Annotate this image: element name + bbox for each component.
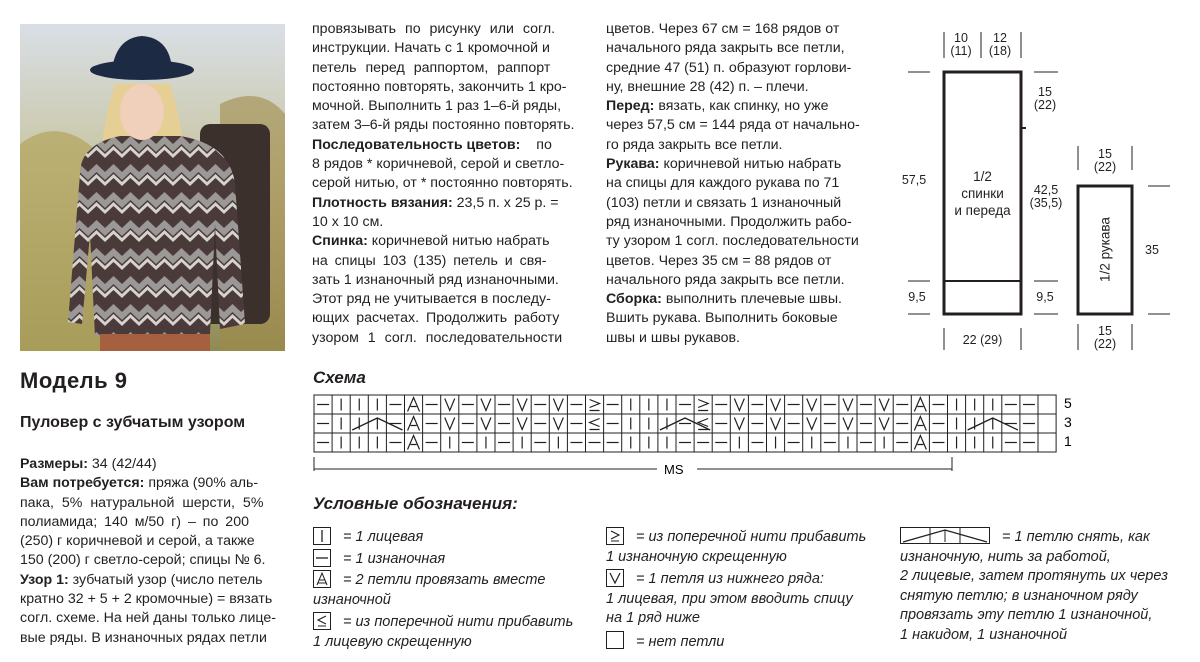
sizes-value: 34 (42/44) (91, 456, 157, 472)
text-line: зать 1 изнаночный ряд изнаночными. (312, 271, 559, 288)
text-line: на спицы для каждого рукава по 71 (606, 175, 840, 192)
text-line: 8 рядов * коричневой, серой и светло- (312, 156, 565, 173)
text-line: петель перед раппортом, раппорт (312, 59, 551, 76)
text-line: пака, 5% натуральной шерсти, 5% (20, 494, 264, 511)
text-line: цветов. Через 35 см = 88 рядов от (606, 252, 832, 269)
text-line: го ряда закрыть все петли. (606, 136, 783, 153)
text-line: средние 47 (51) п. образуют горлови- (606, 59, 852, 76)
knit-below-stitch (517, 418, 527, 430)
text-line: ну, внешние 28 (42) п. – плечи. (606, 78, 809, 95)
dim-value: 10 (954, 31, 968, 45)
sleeve-label: 1/2 рукава (1097, 217, 1113, 282)
dim-value: (18) (988, 44, 1012, 58)
p2tog-stitch (408, 417, 420, 431)
knit-below-stitch (879, 399, 889, 411)
legend-nostitch (606, 631, 724, 653)
text-line: на спицы 103 (135) петель и свя- (312, 252, 547, 269)
legend-kbelow (606, 569, 886, 629)
legend-text: = из поперечной нити прибавить (343, 614, 574, 630)
text-line: инструкции. Начать с 1 кромочной и (312, 40, 550, 57)
row-number: 1 (1064, 433, 1072, 449)
text-line: пряжа (90% аль- (148, 475, 259, 492)
legend-text: снятую петлю; в изнаночном ряду (900, 587, 1138, 604)
instructions-column-1 (20, 455, 285, 648)
dim-value: (35,5) (1029, 196, 1063, 210)
legend-text: = 1 изнаночная (343, 551, 446, 567)
text-line: начального ряда закрыть все петли, (606, 40, 845, 57)
text-line: ту узором 1 согл. последовательности (606, 233, 859, 250)
dim-value: 15 (1038, 85, 1052, 99)
legend-cdd (900, 527, 1190, 645)
legend-m1k (313, 612, 583, 652)
legend-text: изнаночную, нить за работой, (900, 548, 1111, 565)
model-title: Модель 9 (20, 368, 128, 393)
knit-below-stitch (807, 418, 817, 430)
knit-below-stitch (879, 418, 889, 430)
legend-text: провязать эту петлю 1 изнаночной, (900, 607, 1153, 623)
text-line: серой нитью, от * постоянно повторять. (312, 175, 573, 192)
knit-below-stitch (445, 418, 455, 430)
text-line: через 57,5 см = 144 ряда от начально- (606, 117, 860, 134)
legend-purl (313, 549, 445, 570)
legend-text: = 2 петли провязать вместе (343, 572, 546, 588)
dim-value: (22) (1093, 337, 1117, 351)
legend-text: 1 изнаночную скрещенную (606, 548, 787, 565)
text-line: (250) г коричневой и серой, а также (20, 533, 255, 550)
increase-purl-stitch (590, 400, 600, 411)
knit-below-stitch (843, 399, 853, 411)
legend-text: 1 накидом, 1 изнаночной (900, 626, 1068, 643)
dim-shoulder-width (987, 32, 1013, 58)
knitting-chart (312, 393, 1072, 477)
instructions-column-3 (606, 20, 874, 348)
knit-below-stitch (553, 418, 563, 430)
model-photo (20, 24, 285, 351)
instructions-column-2 (312, 20, 580, 348)
row-number: 3 (1064, 414, 1072, 430)
row-number: 5 (1064, 395, 1072, 411)
text-line: 23,5 п. х 25 р. = (456, 194, 559, 211)
p2tog-stitch (914, 398, 926, 412)
knit-below-stitch (481, 418, 491, 430)
dim-value: (22) (1033, 98, 1057, 112)
dim-sleeve-height: 35 (1145, 243, 1159, 257)
dim-armhole (1030, 86, 1060, 112)
text-line: ющих расчетах. Продолжить работу (312, 310, 560, 327)
knit-below-stitch (734, 399, 744, 411)
text-line: ряд изнаночными. Продолжить рабо- (606, 213, 852, 230)
body-label-line: спинки (961, 186, 1004, 201)
text-line: Вшить рукава. Выполнить боковые (606, 310, 838, 327)
legend-text: = из поперечной нити прибавить (636, 529, 867, 545)
legend-text: на 1 ряд ниже (606, 610, 700, 626)
knit-below-stitch (517, 399, 527, 411)
knit-symbol-icon (313, 527, 331, 545)
dim-value: 15 (1098, 324, 1112, 338)
knit-below-stitch (553, 399, 563, 411)
text-line: постоянно повторять, закончить 1 кро- (312, 78, 567, 95)
yarn-label: Вам потребуется: (20, 475, 145, 492)
body-label-line: 1/2 (973, 169, 992, 184)
dim-value: (11) (950, 44, 972, 58)
text-line: вязать, как спинку, но уже (658, 98, 829, 115)
knit-below-stitch (734, 418, 744, 430)
text-line: выполнить плечевые швы. (665, 291, 842, 308)
p2tog-symbol-icon (313, 570, 331, 588)
knit-below-stitch (771, 399, 781, 411)
legend-text: 2 лицевые, затем протянуть их через (900, 568, 1168, 584)
back-label: Спинка: (312, 233, 368, 250)
text-line: 150 (200) г светло-серой; спицы № 6. (20, 552, 266, 569)
dim-hem-right: 9,5 (1036, 290, 1054, 304)
legend-text: 1 лицевая, при этом вводить спицу (606, 590, 853, 607)
legend-p2tog (313, 570, 573, 610)
schema-title: Схема (313, 368, 366, 387)
text-line: швы и швы рукавов. (606, 329, 740, 346)
p2tog-stitch (408, 436, 420, 450)
text-line: мочной. Выполнить 1 раз 1–6-й ряды, (312, 98, 562, 115)
text-line: коричневой нитью набрать (371, 233, 550, 250)
no-stitch-symbol-icon (606, 631, 624, 649)
text-line: зубчатый узор (число петель (72, 571, 263, 588)
text-line: цветов. Через 67 см = 168 рядов от (606, 21, 840, 37)
increase-purl-symbol-icon (606, 527, 624, 545)
dim-total-height: 57,5 (901, 173, 927, 187)
increase-knit-symbol-icon (313, 612, 331, 630)
dim-value: 42,5 (1033, 183, 1059, 197)
dim-side-height (1024, 184, 1068, 210)
text-line: полиамида; 140 м/50 г) – по 200 (20, 513, 249, 530)
legend-text: = 1 петлю снять, как (1002, 529, 1150, 545)
sequence-label: Последовательность цветов: (312, 136, 521, 153)
front-label: Перед: (606, 98, 655, 115)
legend-m1p (606, 527, 886, 567)
dim-value: (22) (1093, 160, 1117, 174)
p2tog-stitch (914, 417, 926, 431)
text-line: вые ряды. В изнаночных рядах петли (20, 629, 267, 646)
increase-knit-stitch (590, 419, 600, 430)
text-line: 10 х 10 см. (312, 213, 384, 230)
dim-sleeve-bottom (1078, 325, 1132, 351)
legend-knit (313, 527, 423, 548)
text-line: начального ряда закрыть все петли. (606, 271, 845, 288)
p2tog-stitch (914, 436, 926, 450)
pattern-label: Узор 1: (20, 571, 69, 588)
knit-below-stitch (445, 399, 455, 411)
text-line: коричневой нитью набрать (663, 156, 842, 173)
repeat-label: MS (664, 462, 684, 477)
knit-below-symbol-icon (606, 569, 624, 587)
knit-below-stitch (481, 399, 491, 411)
gauge-label: Плотность вязания: (312, 194, 453, 211)
text-line: (103) петли и связать 1 изнаночный (606, 194, 842, 211)
text-line: кратно 32 + 5 + 2 кромочные) = вязать (20, 591, 273, 608)
increase-purl-stitch (698, 400, 708, 411)
text-line: затем 3–6-й ряды постоянно повторять. (312, 117, 575, 134)
text-line: согл. схеме. На ней даны только лице- (20, 610, 276, 627)
sizes-label: Размеры: (20, 456, 88, 472)
legend-title: Условные обозначения: (313, 494, 518, 513)
assembly-label: Сборка: (606, 291, 662, 308)
dim-hem-left: 9,5 (908, 290, 926, 304)
text-line: Этот ряд не учитывается в последу- (312, 291, 551, 308)
purl-symbol-icon (313, 549, 331, 567)
dim-value: 15 (1098, 147, 1112, 161)
text-line: провязывать по рисунку или согл. (312, 21, 556, 37)
text-line: по (536, 136, 552, 153)
central-decrease-symbol-icon (900, 527, 990, 543)
legend-text: = 1 петля из нижнего ряда: (636, 571, 824, 587)
legend-text: = 1 лицевая (343, 529, 424, 545)
knit-below-stitch (771, 418, 781, 430)
dim-sleeve-top (1078, 148, 1132, 174)
dim-neck-width (948, 32, 974, 58)
body-label-line: и переда (954, 203, 1011, 218)
legend-text: изнаночной (313, 591, 391, 608)
p2tog-stitch (408, 398, 420, 412)
knit-below-stitch (843, 418, 853, 430)
sleeve-label: Рукава: (606, 156, 660, 173)
model-subtitle: Пуловер с зубчатым узором (20, 414, 246, 431)
legend-text: = нет петли (636, 634, 725, 650)
body-label (944, 168, 1021, 219)
legend-text: 1 лицевую скрещенную (313, 633, 472, 650)
dim-body-width: 22 (29) (962, 333, 1003, 347)
knit-below-stitch (807, 399, 817, 411)
dim-value: 12 (993, 31, 1007, 45)
text-line: узором 1 согл. последовательности (312, 329, 563, 346)
